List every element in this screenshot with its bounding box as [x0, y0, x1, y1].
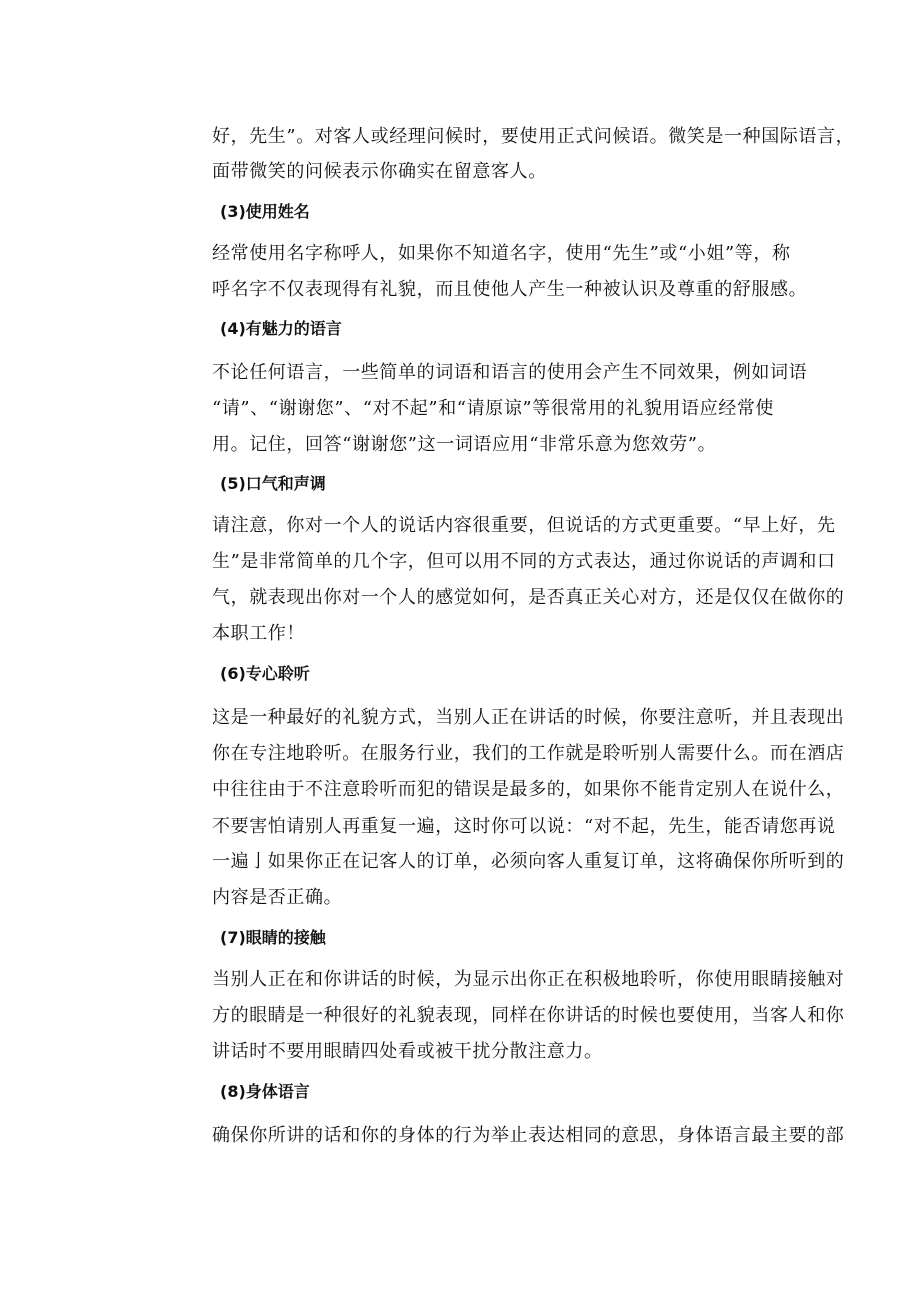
paragraph-line: 气，就表现出你对一个人的感觉如何，是否真正关心对方，还是仅仅在做你的: [212, 587, 845, 608]
paragraph-line: 请注意，你对一个人的说话内容很重要，但说话的方式更重要。“早上好，先: [212, 515, 836, 536]
paragraph-line: 你在专注地聆听。在服务行业，我们的工作就是聆听别人需要什么。而在酒店: [212, 743, 845, 764]
section-heading: (8)身体语言: [220, 1082, 310, 1101]
paragraph-line: 确保你所讲的话和你的身体的行为举止表达相同的意思，身体语言最主要的部: [212, 1125, 845, 1146]
paragraph-line: 中往往由于不注意聆听而犯的错误是最多的，如果你不能肯定别人在说什么，: [212, 779, 845, 800]
section-heading: (4)有魅力的语言: [220, 319, 342, 338]
paragraph-line: “请”、“谢谢您”、“对不起”和“请原谅”等很常用的礼貌用语应经常使: [212, 398, 775, 419]
paragraph-line: 这是一种最好的礼貌方式，当别人正在讲话的时候，你要注意听，并且表现出: [212, 707, 845, 728]
section-heading: (6)专心聆听: [220, 664, 310, 683]
paragraph-line: 内容是否正确。: [212, 887, 343, 908]
paragraph-line: 讲话时不要用眼睛四处看或被干扰分散注意力。: [212, 1041, 603, 1062]
paragraph-line: 方的眼睛是一种很好的礼貌表现，同样在你讲话的时候也要使用，当客人和你: [212, 1005, 845, 1026]
paragraph-line: 生”是非常简单的几个字，但可以用不同的方式表达，通过你说话的声调和口: [212, 551, 836, 572]
section-heading: (3)使用姓名: [220, 202, 310, 221]
section-heading: (7)眼睛的接触: [220, 928, 326, 947]
paragraph-line: 呼名字不仅表现得有礼貌，而且使他人产生一种被认识及尊重的舒服感。: [212, 279, 808, 300]
paragraph-line: 用。记住，回答“谢谢您”这一词语应用“非常乐意为您效劳”。: [212, 434, 717, 455]
section-heading: (5)口气和声调: [220, 474, 326, 493]
paragraph-line: 面带微笑的问候表示你确实在留意客人。: [212, 161, 547, 182]
paragraph-line: 一遍亅如果你正在记客人的订单，必须向客人重复订单，这将确保你所听到的: [212, 851, 845, 872]
paragraph-line: 不论任何语言，一些简单的词语和语言的使用会产生不同效果，例如词语: [212, 362, 808, 383]
paragraph-line: 好，先生”。对客人或经理问候时，要使用正式问候语。微笑是一种国际语言，: [212, 126, 855, 147]
paragraph-line: 当别人正在和你讲话的时候，为显示出你正在积极地聆听，你使用眼睛接触对: [212, 969, 845, 990]
paragraph-line: 本职工作！: [212, 623, 305, 644]
paragraph-line: 不要害怕请别人再重复一遍，这时你可以说：“对不起，先生，能否请您再说: [212, 816, 836, 837]
paragraph-line: 经常使用名字称呼人，如果你不知道名字，使用“先生”或“小姐”等，称: [212, 243, 791, 264]
